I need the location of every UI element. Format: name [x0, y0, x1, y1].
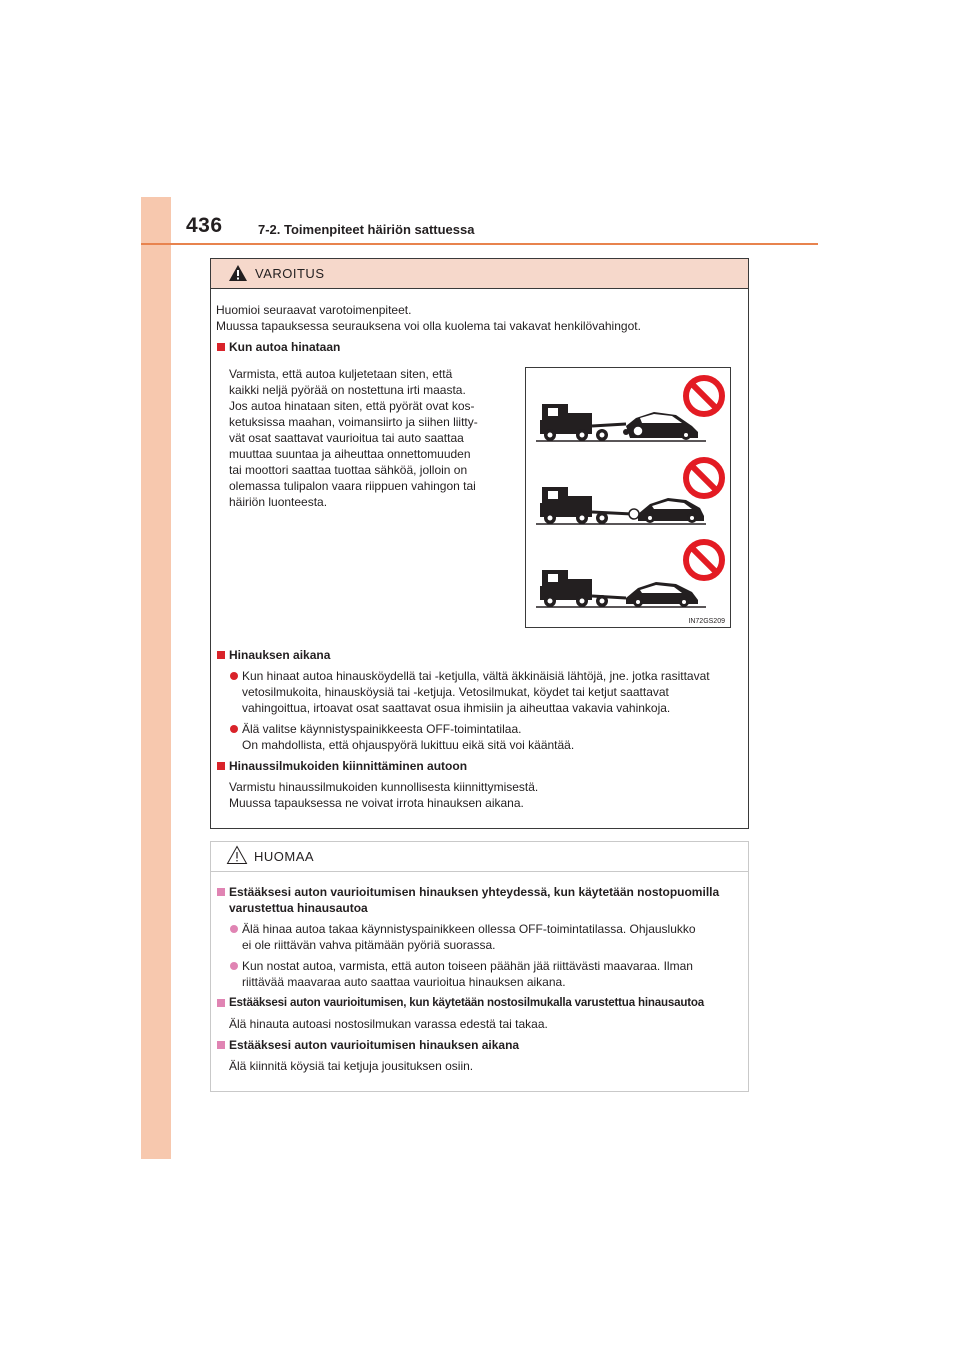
- chapter-sidebar-tab: [141, 197, 171, 1159]
- prohibited-icon: [686, 542, 722, 578]
- prohibited-icon: [686, 378, 722, 414]
- caution-triangle-icon: [226, 845, 248, 865]
- heading-marker: [217, 999, 225, 1007]
- paragraph-line: Varmistu hinaussilmukoiden kunnollisesta kiinnittymisestä.: [229, 780, 539, 794]
- bullet-line: vahingoittua, irtoavat osat saattavat osua ihmisiin ja aiheuttaa vakavia vahinkoja.: [242, 701, 671, 715]
- warning-heading-during-towing: Hinauksen aikana: [229, 648, 331, 662]
- bullet-line: On mahdollista, että ohjauspyörä lukittuu eikä sitä voi kääntää.: [242, 738, 575, 752]
- heading-marker: [217, 762, 225, 770]
- warning-intro-2: Muussa tapauksessa seurauksena voi olla kuolema tai vakavat henkilövahingot.: [216, 319, 641, 333]
- paragraph-line: kaikki neljä pyörää on nostettuna irti maasta.: [229, 383, 466, 397]
- tow-scene-2: [536, 487, 706, 524]
- bullet-line: Älä hinaa autoa takaa käynnistyspainikkeen ollessa OFF-toimintatilassa. Ohjauslukko: [242, 922, 696, 936]
- page-number: 436: [186, 214, 223, 237]
- bullet-line: Kun nostat autoa, varmista, että auton toiseen päähän jää riittävästi maavaraa. Ilman: [242, 959, 693, 973]
- bullet-line: vetosilmukoita, hinausköysiä tai -ketjuja. Vetosilmukat, köydet tai ketjut saattavat: [242, 685, 669, 699]
- paragraph-line: vät osat saattavat vaurioitua tai auto saattaa: [229, 431, 464, 445]
- paragraph-line: Jos autoa hinataan siten, että pyörät ovat kos-: [229, 399, 475, 413]
- paragraph-line: Älä hinauta autoasi nostosilmukan varassa edestä tai takaa.: [229, 1017, 548, 1031]
- towing-illustration: [525, 367, 731, 628]
- paragraph-line: tai moottori saattaa tuottaa sähköä, jolloin on: [229, 463, 468, 477]
- warning-heading-towing-eyelets: Hinaussilmukoiden kiinnittäminen autoon: [229, 759, 468, 773]
- notice-title: HUOMAA: [254, 849, 315, 864]
- bullet-line: riittävää maavaraa auto saattaa vaurioitua hinauksen aikana.: [242, 975, 566, 989]
- warning-title: VAROITUS: [255, 266, 325, 281]
- paragraph-line: Muussa tapauksessa ne voivat irrota hinauksen aikana.: [229, 796, 524, 810]
- bullet-dot: [230, 962, 238, 970]
- header-divider: [141, 243, 818, 245]
- warning-triangle-icon: [228, 264, 248, 282]
- bullet-dot: [230, 925, 238, 933]
- prohibited-icon: [686, 460, 722, 496]
- paragraph-line: muuttaa suuntaa ja aiheuttaa onnettomuuden: [229, 447, 471, 461]
- bullet-line: ei ole riittävän vahva pitämään pyöriä suorassa.: [242, 938, 496, 952]
- bullet-dot: [230, 672, 238, 680]
- paragraph-line: ketuksissa maahan, voimansiirto ja siihen liitty-: [229, 415, 478, 429]
- figure-code: IN72GS209: [688, 618, 725, 625]
- tow-scene-3: [536, 570, 706, 607]
- notice-header: [211, 842, 748, 872]
- heading-marker: [217, 651, 225, 659]
- bullet-dot: [230, 725, 238, 733]
- notice-heading-during-towing: Estääksesi auton vaurioitumisen hinauksen aikana: [229, 1038, 520, 1052]
- notice-heading-line: Estääksesi auton vaurioitumisen hinauksen yhteydessä, kun käytetään nostopuomilla: [229, 885, 720, 899]
- notice-heading-line: varustettua hinausautoa: [229, 901, 368, 915]
- warning-heading-towing: Kun autoa hinataan: [229, 340, 341, 354]
- bullet-line: Älä valitse käynnistyspainikkeesta OFF-toimintatilaa.: [242, 722, 522, 736]
- paragraph-line: olemassa tulipalon vaara riippuen vahingon tai: [229, 479, 476, 493]
- heading-marker: [217, 343, 225, 351]
- notice-heading-lifting-eye: Estääksesi auton vaurioitumisen, kun käytetään nostosilmukalla varustettua hinausautoa: [229, 996, 705, 1009]
- bullet-line: Kun hinaat autoa hinausköydellä tai -ketjulla, vältä äkkinäisiä lähtöjä, jne. jotka rasittavat: [242, 669, 710, 683]
- heading-marker: [217, 1041, 225, 1049]
- warning-intro-1: Huomioi seuraavat varotoimenpiteet.: [216, 303, 412, 317]
- warning-header: [211, 259, 748, 289]
- heading-marker: [217, 888, 225, 896]
- section-title: 7-2. Toimenpiteet häiriön sattuessa: [258, 222, 475, 237]
- prohibited-towing-methods-graphic: [526, 368, 730, 627]
- paragraph-line: häiriön luonteesta.: [229, 495, 328, 509]
- paragraph-line: Älä kiinnitä köysiä tai ketjuja jousituksen osiin.: [229, 1059, 474, 1073]
- tow-scene-1: [536, 404, 706, 441]
- paragraph-line: Varmista, että autoa kuljetetaan siten, että: [229, 367, 453, 381]
